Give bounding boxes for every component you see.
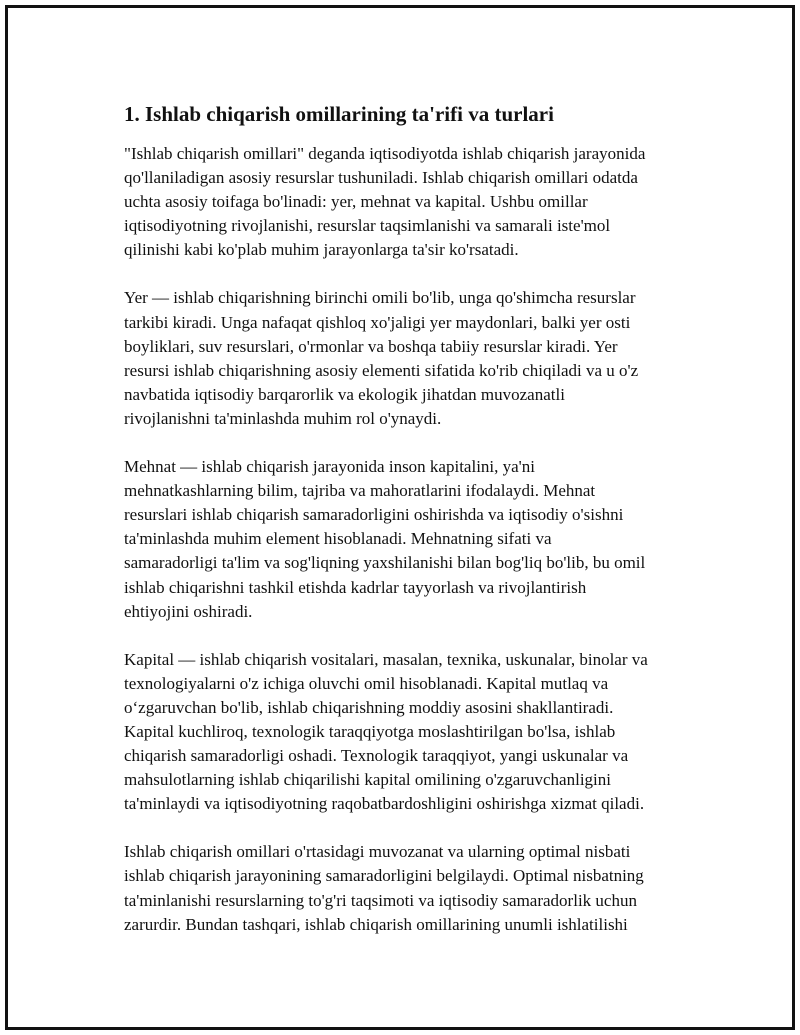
- paragraph-kapital: [124, 648, 704, 817]
- text-line: tarkibi kiradi. Unga nafaqat qishloq xo'jaligi yer maydonlari, balki yer osti: [124, 312, 631, 332]
- text-line: o‘zgaruvchan bo'lib, ishlab chiqarishning moddiy asosini shakllantiradi.: [124, 697, 614, 717]
- text-line: resurslari ishlab chiqarish samaradorligini oshirishda va iqtisodiy o'sishni: [124, 505, 624, 525]
- text-line: chiqarish samaradorligi oshadi. Texnologik taraqqiyot, yangi uskunalar va: [124, 746, 629, 766]
- text-line: ehtiyojini oshiradi.: [124, 601, 253, 621]
- text-line: samaradorligi ta'lim va sog'liqning yaxshilanishi bilan bog'liq bo'lib, bu omil: [124, 553, 646, 573]
- text-line: boyliklari, suv resurslari, o'rmonlar va boshqa tabiiy resurslar kiradi. Yer: [124, 336, 618, 356]
- section-heading: 1. Ishlab chiqarish omillarining ta'rifi va turlari: [124, 102, 554, 126]
- text-line: navbatida iqtisodiy barqarorlik va ekologik jihatdan muvozanatli: [124, 384, 565, 404]
- text-line: mehnatkashlarning bilim, tajriba va mahoratlarini ifodalaydi. Mehnat: [124, 481, 596, 501]
- text-line: Yer — ishlab chiqarishning birinchi omili bo'lib, unga qo'shimcha resurslar: [124, 288, 636, 308]
- paragraph-balance: [124, 840, 704, 936]
- text-line: ta'minlashda muhim element hisoblanadi. Mehnatning sifati va: [124, 529, 552, 549]
- text-line: ishlab chiqarish jarayonining samaradorligini belgilaydi. Optimal nisbatning: [124, 866, 644, 886]
- text-line: mahsulotlarning ishlab chiqarilishi kapital omilining o'zgaruvchanligini: [124, 770, 611, 790]
- page-frame: [5, 5, 795, 1030]
- paragraph-intro: [124, 142, 704, 262]
- document-body: [124, 100, 704, 961]
- paragraph-mehnat: [124, 455, 704, 624]
- text-line: Mehnat — ishlab chiqarish jarayonida inson kapitalini, ya'ni: [124, 457, 535, 477]
- text-line: zarurdir. Bundan tashqari, ishlab chiqarish omillarining unumli ishlatilishi: [124, 914, 628, 934]
- text-line: rivojlanishni ta'minlashda muhim rol o'ynaydi.: [124, 408, 442, 428]
- text-line: qo'llaniladigan asosiy resurslar tushuniladi. Ishlab chiqarish omillari odatda: [124, 168, 638, 188]
- text-line: ta'minlaydi va iqtisodiyotning raqobatbardoshligini oshirishga xizmat qiladi.: [124, 794, 645, 814]
- text-line: ishlab chiqarishni tashkil etishda kadrlar tayyorlash va rivojlantirish: [124, 577, 587, 597]
- text-line: ta'minlanishi resurslarning to'g'ri taqsimoti va iqtisodiy samaradorlik uchun: [124, 890, 637, 910]
- text-line: uchta asosiy toifaga bo'linadi: yer, mehnat va kapital. Ushbu omillar: [124, 192, 588, 212]
- text-line: "Ishlab chiqarish omillari" deganda iqtisodiyotda ishlab chiqarish jarayonida: [124, 144, 646, 163]
- text-line: qilinishi kabi ko'plab muhim jarayonlarga ta'sir ko'rsatadi.: [124, 240, 519, 260]
- text-line: Ishlab chiqarish omillari o'rtasidagi muvozanat va ularning optimal nisbati: [124, 842, 631, 862]
- text-line: resursi ishlab chiqarishning asosiy elementi sifatida ko'rib chiqiladi va u o'z: [124, 360, 639, 380]
- text-line: texnologiyalarni o'z ichiga oluvchi omil hisoblanadi. Kapital mutlaq va: [124, 673, 609, 693]
- text-line: Kapital — ishlab chiqarish vositalari, masalan, texnika, uskunalar, binolar va: [124, 649, 648, 669]
- text-line: iqtisodiyotning rivojlanishi, resurslar taqsimlanishi va samarali iste'mol: [124, 216, 611, 236]
- text-line: Kapital kuchliroq, texnologik taraqqiyotga moslashtirilgan bo'lsa, ishlab: [124, 721, 616, 741]
- paragraph-yer: [124, 286, 704, 431]
